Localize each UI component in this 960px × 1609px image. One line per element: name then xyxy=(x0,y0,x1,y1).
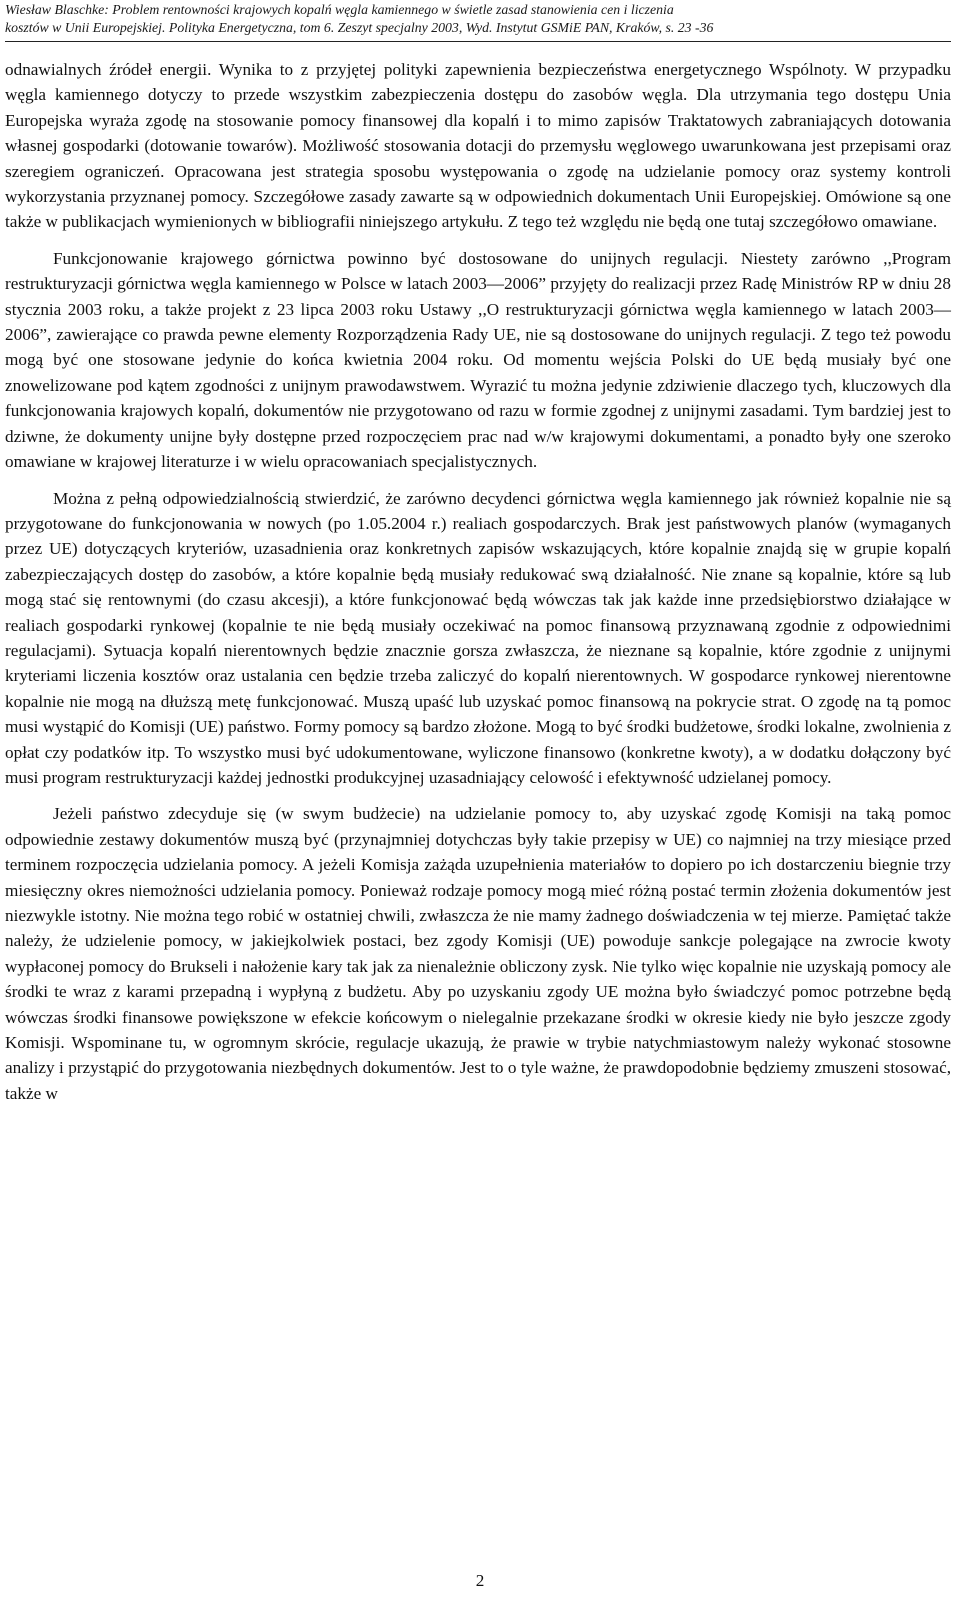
paragraph-continued: odnawialnych źródeł energii. Wynika to z przyjętej polityki zapewnienia bezpieczeństwa energetycznego Wspólnoty. W przypadku węgla kamiennego dotyczy to przede wszystkim zabezpieczenia dostępu do zasobów węgla. Dla utrzymania tego dostępu Unia Europejska wyraża zgodę na stosowanie pomocy finansowej dla kopalń i to mimo zapisów Traktatowych zabraniających dotowania własnej gospodarki (dotowanie towarów). Możliwość stosowania dotacji do przemysłu węglowego uwarunkowana jest przepisami oraz szeregiem ograniczeń. Opracowana jest strategia sposobu występowania o zgodę na udzielanie pomocy oraz systemy kontroli wykorzystania przyznanej pomocy. Szczegółowe zasady zawarte są w odpowiednich dokumentach Unii Europejskiej. Omówione są one także w publikacjach wymienionych w bibliografii niniejszego artykułu. Z tego też względu nie będą one tutaj szczegółowo omawiane. xyxy=(5,60,951,232)
running-header xyxy=(5,1,955,37)
paragraph-preparedness: Można z pełną odpowiedzialnością stwierdzić, że zarówno decydenci górnictwa węgla kamiennego jak również kopalnie nie są przygotowane do funkcjonowania w nowych (po 1.05.2004 r.) realiach gospodarczych. Brak jest państwowych planów (wymaganych przez UE) dotyczących kryteriów, uzasadnienia oraz konkretnych zapisów wskazujących, które kopalnie znajdą się w grupie kopalń zabezpieczających dostęp do zasobów, a które kopalnie będą musiały redukować swą działalność. Nie znane są kopalnie, które są lub mogą stać się rentownymi (do czasu akcesji), a które funkcjonować będą wówczas tak jak każde inne przedsiębiorstwo działające w realiach gospodarki rynkowej (kopalnie te nie będą musiały oczekiwać na pomoc finansową przyznawaną zgodnie z odpowiednimi regulacjami). Sytuacja kopalń nierentownych będzie znacznie gorsza zwłaszcza, że nieznane są kopalnie, które zgodnie z unijnymi kryteriami liczenia kosztów oraz ustalania cen będzie trzeba zaliczyć do kopalń nierentownych. W gospodarce rynkowej nierentowne kopalnie nie mogą na dłuższą metę funkcjonować. Muszą upaść lub uzyskać pomoc finansową na pokrycie strat. O zgodę na tą pomoc musi wystąpić do Komisji (UE) państwo. Formy pomocy są bardzo złożone. Mogą to być środki budżetowe, środki lokalne, zwolnienia z opłat czy podatków itp. To wszystko musi być udokumentowane, wyliczone finansowo (konkretne kwoty), a w dodatku dołączony być musi program restrukturyzacji każdej jednostki produkcyjnej uzasadniający celowość i efektywność udzielanej pomocy. xyxy=(5,488,951,787)
article-body xyxy=(5,57,951,1117)
running-header-line-1: Wiesław Blaschke: Problem rentowności krajowych kopalń węgla kamiennego w świetle zasad stanowienia cen i liczenia xyxy=(5,2,674,17)
page-number: 2 xyxy=(475,1571,485,1590)
paragraph-state-aid: Jeżeli państwo zdecyduje się (w swym budżecie) na udzielanie pomocy to, aby uzyskać zgodę Komisji na taką pomoc odpowiednie zestawy dokumentów muszą być (przynajmniej dotychczas były takie przepisy w UE) co najmniej na trzy miesiące przed terminem rozpoczęcia udzielania pomocy. A jeżeli Komisja zażąda uzupełnienia materiałów to dopiero po ich dostarczeniu biegnie trzy miesięczny okres niemożności udzielania pomocy. Ponieważ rodzaje pomocy mogą mieć różną postać termin złożenia dokumentów jest niezwykle istotny. Nie można tego robić w ostatniej chwili, zwłaszcza że nie mamy żadnego doświadczenia w tej mierze. Pamiętać także należy, że udzielenie pomocy, w jakiejkolwiek postaci, bez zgody Komisji (UE) powoduje sankcje polegające na zwrocie kwoty wypłaconej pomocy do Brukseli i nałożenie kary tak jak za nienależnie obliczony zysk. Nie tylko więc kopalnie nie uzyskają pomocy ale środki te wraz z karami przepadną i wypłyną z budżetu. Aby po uzyskaniu zgody UE można było świadczyć pomoc potrzebne będą wówczas środki finansowe powiększone w efekcie końcowym o nielegalnie przekazane środki w okresie kiedy nie było jeszcze zgody Komisji. Wspominane tu, w ogromnym skrócie, regulacje ukazują, że prawie w trybie natychmiastowym należy wykonać stosowne analizy i przystąpić do przygotowania niezbędnych dokumentów. Jest to o tyle ważne, że prawdopodobnie będziemy zmuszeni stosować, także w xyxy=(5,804,951,1103)
paragraph-regulations: Funkcjonowanie krajowego górnictwa powinno być dostosowane do unijnych regulacji. Niestety zarówno ,,Program restrukturyzacji górnictwa węgla kamiennego w Polsce w latach 2003—2006” przyjęty do realizacji przez Radę Ministrów RP w dniu 28 stycznia 2003 roku, a także projekt z 23 lipca 2003 roku Ustawy ,,O restrukturyzacji górnictwa węgla kamiennego w latach 2003—2006”, zawierające co prawda pewne elementy Rozporządzenia Rady UE, nie są dostosowane do unijnych regulacji. Z tego też powodu mogą być one stosowane jedynie do końca kwietnia 2004 roku. Od momentu wejścia Polski do UE będą musiały być one znowelizowane pod kątem zgodności z unijnym prawodawstwem. Wyrazić tu można jedynie zdziwienie dlaczego tych, kluczowych dla funkcjonowania krajowych kopalń, dokumentów nie przygotowano od razu w formie zgodnej z unijnymi zasadami. Tym bardziej jest to dziwne, że dokumenty unijne były dostępne przed rozpoczęciem prac nad w/w krajowymi dokumentami, a ponadto były one szeroko omawiane w krajowej literaturze i w wielu opracowaniach specjalistycznych. xyxy=(5,248,951,472)
header-rule xyxy=(5,41,951,42)
running-header-line-2: kosztów w Unii Europejskiej. Polityka Energetyczna, tom 6. Zeszyt specjalny 2003, Wyd. Instytut GSMiE PAN, Kraków, s. 23 -36 xyxy=(5,20,714,35)
